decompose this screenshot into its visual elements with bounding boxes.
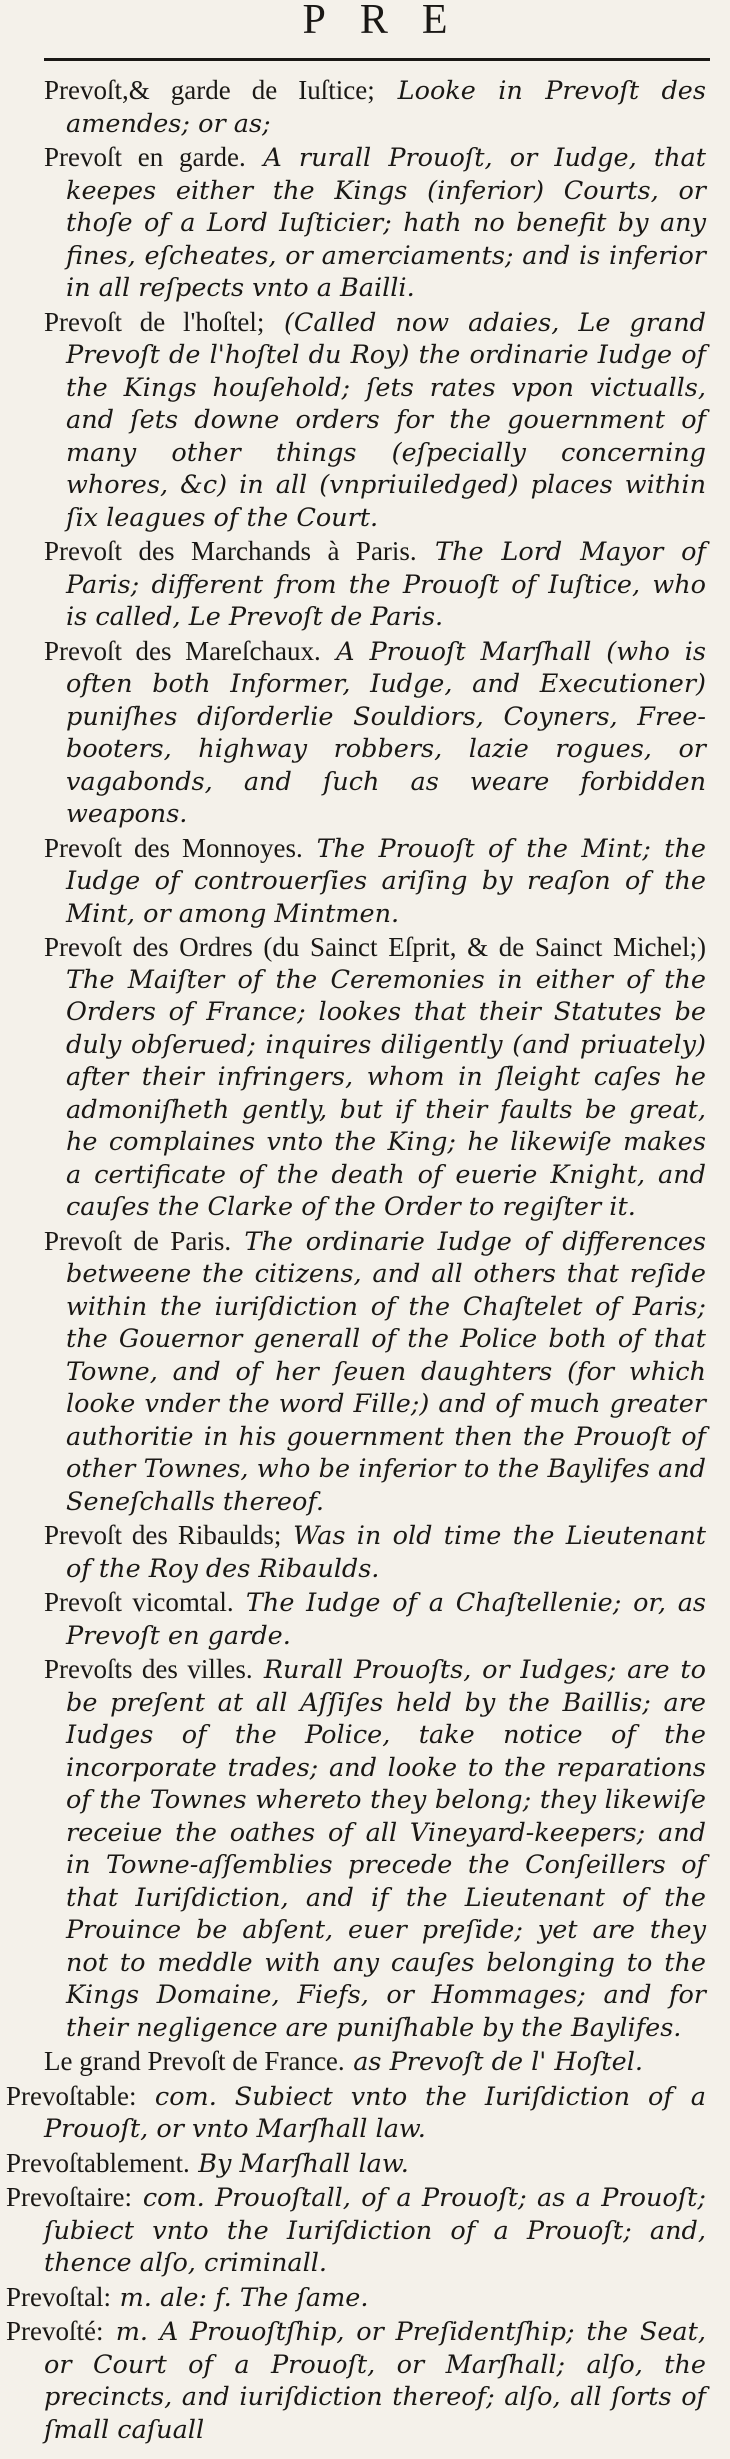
header-rule <box>44 58 710 61</box>
entry-headword: Prevoſt des Mareſchaux. <box>44 635 321 666</box>
entry-headword: Prevoſtaire: <box>6 2182 132 2212</box>
entry-headword: Prevoſtablement. <box>6 2147 190 2178</box>
entry-definition: The Lord Mayor of Paris; different from the Prouoſt of Iuſtice, who is called, Le Prevoſt de Paris. <box>66 537 706 632</box>
entry-headword: Prevoſtable: <box>6 2080 137 2111</box>
entry-headword: Prevoſt de l'hoſtel; <box>44 306 265 337</box>
entry-headword: Prevoſtal: <box>6 2281 111 2312</box>
main-entry <box>6 2182 706 2280</box>
dictionary-entry <box>44 142 706 305</box>
page-header: PRE <box>302 0 482 43</box>
entry-definition: com. Prouoſtall, of a Prouoſt; as a Prouoſt; ſubiect vnto the Iuriſdiction of a Prouoſt; and, thence alſo, criminall. <box>44 2183 706 2278</box>
entry-headword: Prevoſt des Marchands à Paris. <box>44 536 417 566</box>
entry-headword: Prevoſt des Monnoyes. <box>44 832 303 863</box>
entry-headword: Prevoſté: <box>6 2316 104 2346</box>
entry-headword: Prevoſt des Ribaulds; <box>44 1520 282 1550</box>
entry-definition: The Maiſter of the Ceremonies in either of the Orders of France; lookes that their Statutes be duly obſerued; inquires diligently (and priuately) after their infringers, whom in ſleight caſes he admoniſheth gently, but if their faults be great, he complaines vnto the King; he likewiſe makes a certificate of the death of euerie Knight, and cauſes the Clarke of the Order to regiſter it. <box>66 964 706 1222</box>
entry-headword: Prevoſt en garde. <box>44 142 246 172</box>
entry-definition: (Called now adaies, Le grand Prevoſt de l'hoſtel du Roy) the ordinarie Iudge of the Kings houſehold; ſets rates vpon victualls, and ſets downe orders for the gouernment of many other things (eſpecially concerning whores, &c) in all (vnpriuiledged) places within ſix leagues of the Court. <box>66 307 706 533</box>
entry-definition: A rurall Prouoſt, or Iudge, that keepes either the Kings (inferior) Courts, or thoſe of a Lord Iuſticier; hath no benefit by any fines, eſcheates, or amerciaments; and is inferior in all reſpects vnto a Bailli. <box>66 143 706 303</box>
entry-definition: com. Subiect vnto the Iuriſdiction of a Prouoſt, or vnto Marſhall law. <box>44 2081 706 2144</box>
main-entry <box>6 2081 706 2146</box>
entry-headword: Prevoſts des villes. <box>44 1654 253 1684</box>
entry-definition: The Iudge of a Chaſtellenie; or, as Prevoſt en garde. <box>66 1588 706 1651</box>
entry-headword: Prevoſt vicomtal. <box>44 1587 234 1617</box>
main-entry <box>6 2148 706 2181</box>
dictionary-entry <box>44 1587 706 1652</box>
entry-list <box>6 75 707 2446</box>
entry-headword: Prevoſt de Paris. <box>44 1225 232 1256</box>
entry-definition: A Prouoſt Marſhall (who is often both Informer, Iudge, and Executioner) puniſhes diſorderlie Souldiors, Coyners, Free-booters, highway robbers, lazie rogues, or vagabonds, and ſuch as weare forbidden weapons. <box>66 636 707 829</box>
entry-definition: Looke in Prevoſt des amendes; or as; <box>66 76 706 139</box>
dictionary-entry <box>44 1654 706 2044</box>
main-entry <box>6 2282 706 2315</box>
dictionary-entry <box>44 2046 706 2079</box>
dictionary-entry <box>44 932 706 1224</box>
dictionary-entry <box>44 1520 706 1585</box>
dictionary-entry <box>44 1226 706 1519</box>
entry-definition: The Prouoſt of the Mint; the Iudge of controuerſies ariſing by reaſon of the Mint, or among Mintmen. <box>66 833 706 929</box>
main-entry <box>6 2316 706 2446</box>
entry-definition: m. ale: f. The ſame. <box>119 2282 369 2313</box>
entry-definition: By Marſhall law. <box>198 2148 409 2179</box>
entry-definition: Rurall Prouoſts, or Iudges; are to be preſent at all Aſſiſes held by the Baillis; are Iudges of the Police, take notice of the incorporate trades; and looke to the reparations of the Townes whereto they belong; they likewiſe receiue the oathes of all Vineyard-keepers; and in Towne-aſſemblies precede the Conſeillers of that Iuriſdiction, and if the Lieutenant of the Prouince be abſent, euer preſide; yet are they not to meddle with any cauſes belonging to the Kings Domaine, Fiefs, or Hommages; and for their negligence are puniſhable by the Baylifes. <box>66 1655 706 2043</box>
entry-definition: The ordinarie Iudge of differences betweene the citizens, and all others that reſide within the iuriſdiction of the Chaſtelet of Paris; the Gouernor generall of the Police both of that Towne, and of her ſeuen daughters (for which looke vnder the word Fille;) and of much greater authoritie in his gouernment then the Prouoſt of other Townes, who be inferior to the Baylifes and Seneſchalls thereof. <box>66 1226 706 1517</box>
entry-headword: Prevoſt des Ordres (du Sainct Eſprit, & de Sainct Michel;) <box>44 932 706 962</box>
entry-headword: Le grand Prevoſt de France. <box>44 2046 345 2076</box>
entry-definition: m. A Prouoſtſhip, or Preſidentſhip; the Seat, or Court of a Prouoſt, or Marſhall; alſo, the precincts, and iuriſdiction thereof; alſo, all ſorts of ſmall caſuall <box>44 2317 706 2445</box>
dictionary-entry <box>44 536 706 634</box>
dictionary-entry <box>44 75 706 140</box>
entry-definition: Was in old time the Lieutenant of the Roy des Ribaulds. <box>66 1521 706 1584</box>
dictionary-entry <box>44 636 706 831</box>
entry-definition: as Prevoſt de l' Hoſtel. <box>353 2047 644 2077</box>
dictionary-entry <box>44 307 706 535</box>
entry-headword: Prevoſt,& garde de Iuſtice; <box>44 75 375 105</box>
dictionary-entry <box>44 833 706 931</box>
